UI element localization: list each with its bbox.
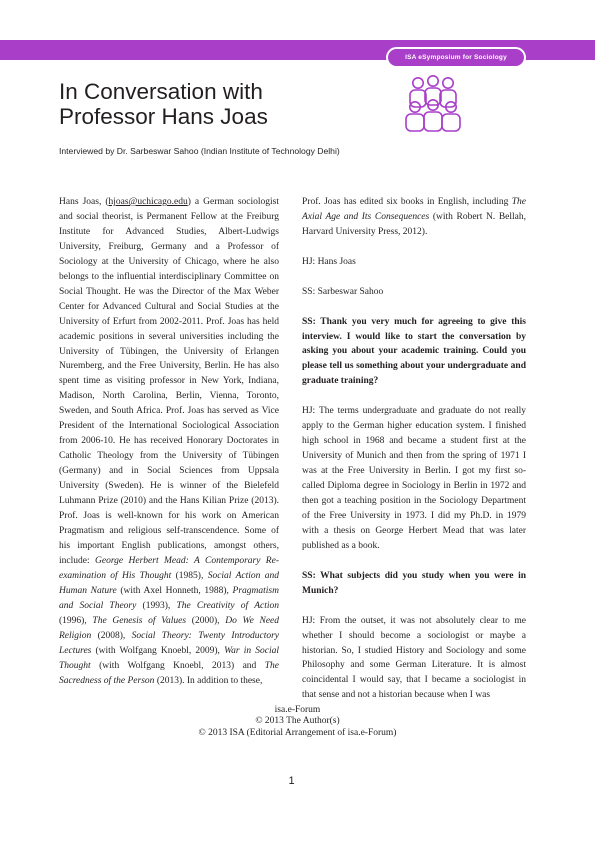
footer-editorial: © 2013 ISA (Editorial Arrangement of isa.e-Forum)	[198, 727, 397, 738]
page-number: 1	[288, 775, 295, 787]
answer-label: HJ:	[302, 406, 319, 417]
question-1: SS: Thank you very much for agreeing to give this interview. I would like to start the conversation by asking you about your academic training. Could you please tell us something about your undergraduate and graduate training?	[302, 316, 526, 387]
book-title: The Sacredness of the Person	[59, 660, 279, 686]
footer-journal: isa.e-Forum	[274, 705, 321, 715]
answer-text: The terms undergraduate and graduate do not really apply to the German higher education system. I finished high school in 1968 and became a student first at the University of Munich and then from the spring of 1971 I was at the Free University in Berlin. I got my first so-called Diploma degree in Sociology in Berlin in 1972 and then got a teaching position in the Sociology Department of the Free University in 1973. I did my Ph.D. in 1979 with a thesis on George Herbert Mead that was later published as a book.	[302, 406, 526, 551]
interviewer-credit: Interviewed by Dr. Sarbeswar Sahoo (Indian Institute of Technology Delhi)	[59, 146, 340, 156]
bio-text: (2000),	[186, 615, 226, 626]
speaker-key-hj: HJ: Hans Joas	[302, 256, 356, 267]
intro-text: (with Robert N. Bellah, Harvard University Press, 2012).	[302, 211, 526, 237]
bio-paragraph: Hans Joas, (hjoas@uchicago.edu) a German sociologist and social theorist, is Permanent Fellow at the Freiburg Institute for Advanced Studies, Albert-Ludwigs University, Freiburg, Germany and a Professor of Sociology at the University of Chicago, where he also belongs to the influential interdisciplinary Committee on Social Thought. He was the Director of the Max Weber Center for Advanced Cultural and Social Studies at the University of Erfurt from 2002-2011. Prof. Joas has held academic positions in several universities including the University of Tübingen, the University of Erlangen Nuremberg, and the Free University, Berlin. He has also spent time as visiting professor in New York, Indiana, Madison, North Carolina, Berlin, Vienna, Toronto, Sweden, and South Africa. Prof. Joas has served as Vice President of the International Sociological Association from 2006-10. He has received Honorary Doctorates in Catholic Theology from the University of Tübingen (Germany) and in Social Sciences from Uppsala University (Sweden). He is winner of the Bielefeld Luhmann Prize (2010) and the Hans Kilian Prize (2013). Prof. Joas is well-known for his work on American Pragmatism and religious self-transcendence. Some of his important English publications, amongst others, include: George Herbert Mead: A Contemporary Re-examination of His Thought (1985), Social Action and Human Nature (with Axel Honneth, 1988), Pragmatism and Social Theory (1993), The Creativity of Action (1996), The Genesis of Values (2000), Do We Need Religion (2008), Social Theory: Twenty Introductory Lectures (with Wolfgang Knoebl, 2009), War in Social Thought (with Wolfgang Knoebl, 2013) and The Sacredness of the Person (2013). In addition to these,	[59, 197, 280, 686]
answer-text: From the outset, it was not absolutely clear to me whether I should become a sociologist or maybe a historian. So, I studied History and Sociology and some Philosophy and some German Literature. It is almost coincidental I would say, that I became a sociologist in that sense and not a historian because when I was	[302, 615, 526, 701]
title-line-2: Professor Hans Joas	[59, 104, 268, 129]
book-title: Do We Need Religion	[59, 615, 280, 641]
answer-2	[302, 614, 526, 704]
bio-text: (1996),	[59, 615, 93, 626]
answer-label: HJ:	[302, 615, 320, 626]
book-title: The Creativity of Action	[176, 600, 280, 611]
speaker-key-ss: SS: Sarbeswar Sahoo	[302, 286, 384, 297]
book-title: Social Theory: Twenty Introductory Lectures	[59, 630, 279, 656]
bio-text: (2013). In addition to these,	[154, 675, 263, 686]
series-tag: ISA eSymposium for Sociology	[388, 49, 524, 66]
bio-text: (with Axel Honneth, 1988),	[116, 585, 233, 596]
title-line-1: In Conversation with	[59, 79, 263, 104]
book-title: Social Action and Human Nature	[59, 570, 280, 596]
intro-text: Prof. Joas has edited six books in English, including	[302, 197, 512, 207]
book-title: George Herbert Mead: A Contemporary Re-examination of His Thought	[59, 555, 279, 581]
footer-copyright: © 2013 The Author(s)	[255, 716, 340, 727]
interview-column	[302, 195, 526, 718]
bio-text: (2008),	[91, 630, 132, 641]
intro-paragraph	[302, 195, 526, 240]
bio-text: (1993),	[136, 600, 177, 611]
bio-text: (with Wolfgang Knoebl, 2009),	[91, 645, 225, 656]
people-group-icon	[402, 74, 464, 132]
book-title: War in Social Thought	[59, 645, 279, 671]
author-name: Hans Joas	[59, 197, 99, 207]
page-footer	[0, 705, 595, 739]
book-title: The Genesis of Values	[92, 615, 187, 626]
answer-1	[302, 404, 526, 554]
bio-text: ) a German sociologist and social theorist, is Permanent Fellow at the Freiburg Institute for Advanced Studies, Albert-Ludwigs University, Freiburg, Germany and a Professor of Sociology at the University of Chicago, where he also belongs to the influential interdisciplinary Committee on Social Thought. He was the Director of the Max Weber Center for Advanced Cultural and Social Studies at the University of Erfurt from 2002-2011. Prof. Joas has held academic positions in several universities including the University of Tübingen, the University of Erlangen Nuremberg, and the Free University, Berlin. He has also spent time as visiting professor in New York, Indiana, Madison, North Carolina, Berlin, Vienna, Toronto, Sweden, and South Africa. Prof. Joas has served as Vice President of the International Sociological Association from 2006-10. He has received Honorary Doctorates in Catholic Theology from the University of Tübingen (Germany) and in Social Sciences from Uppsala University (Sweden). He is winner of the Bielefeld Luhmann Prize (2010) and the Hans Kilian Prize (2013). Prof. Joas is well-known for his work on American Pragmatism and religious self-transcendence. Some of his important English publications, amongst others, include:	[59, 197, 279, 566]
author-email-link[interactable]: hjoas@uchicago.edu	[108, 197, 188, 207]
book-title: The Axial Age and Its Consequences	[302, 197, 526, 222]
page-title	[59, 79, 359, 129]
book-title: Pragmatism and Social Theory	[59, 585, 279, 611]
bio-column	[59, 195, 279, 688]
question-2: SS: What subjects did you study when you were in Munich?	[302, 570, 526, 596]
bio-text: (1985),	[171, 570, 208, 581]
bio-text: (with Wolfgang Knoebl, 2013) and	[90, 660, 265, 671]
